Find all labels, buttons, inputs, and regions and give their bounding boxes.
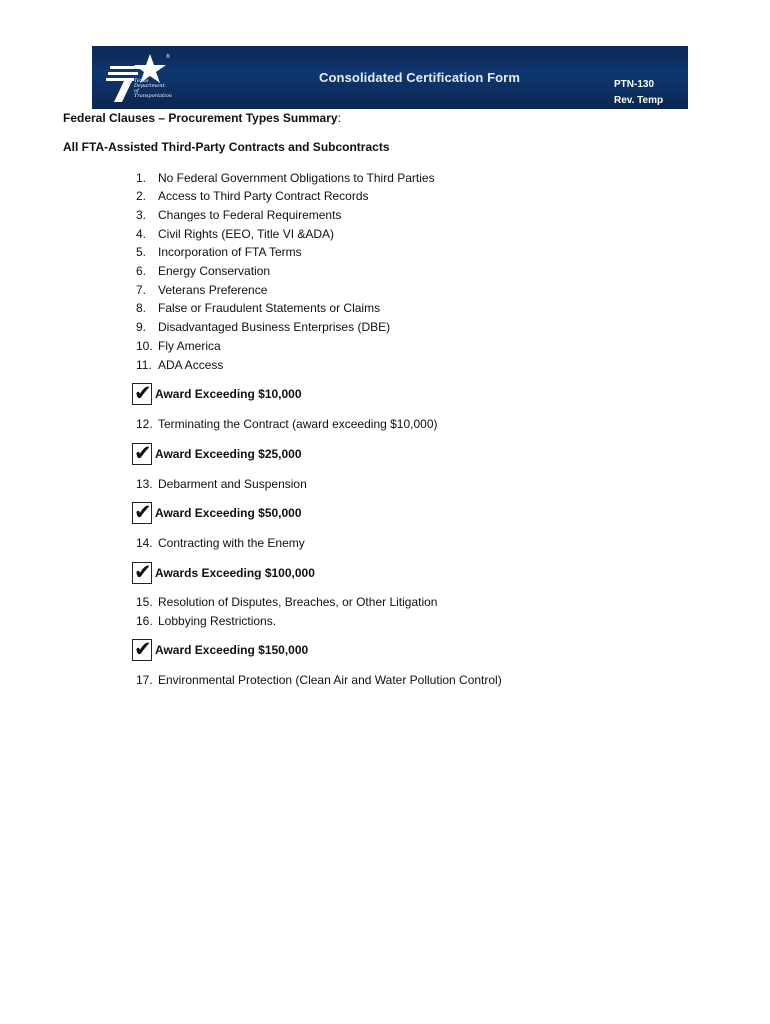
threshold-label: Award Exceeding $25,000 [155,447,302,461]
item-number: 3. [136,208,147,222]
item-number: 10. [136,339,153,353]
item-number: 13. [136,477,153,491]
item-number: 6. [136,264,147,278]
logo-line: of Transportation [134,88,172,99]
item-text: Disadvantaged Business Enterprises (DBE) [158,320,391,334]
form-header-banner [92,46,688,109]
item-text: Environmental Protection (Clean Air and Water Pollution Control) [158,673,502,687]
list-item [136,263,270,279]
list-item [136,357,223,373]
item-text: Resolution of Disputes, Breaches, or Other Litigation [158,595,438,609]
item-number: 1. [136,171,147,185]
item-number: 9. [136,320,147,334]
item-text: ADA Access [158,358,224,372]
list-item [136,170,435,186]
list-item [136,672,502,688]
list-item [136,244,302,260]
item-text: Lobbying Restrictions. [158,614,277,628]
item-text: Contracting with the Enemy [158,536,305,550]
item-text: Changes to Federal Requirements [158,208,342,222]
form-title: Consolidated Certification Form [319,70,521,85]
checkbox[interactable] [132,562,152,584]
list-item [136,416,438,432]
list-item [136,535,305,551]
checkbox[interactable] [132,502,152,524]
item-number: 7. [136,283,147,297]
summary-title-text: Federal Clauses – Procurement Types Summary [63,111,338,125]
item-text: Access to Third Party Contract Records [158,189,369,203]
threshold-label: Award Exceeding $50,000 [155,506,302,520]
form-revision: Rev. Temp [614,95,664,106]
item-number: 11. [136,358,152,372]
item-text: Incorporation of FTA Terms [158,245,302,259]
item-text: Fly America [158,339,221,353]
checkmark-icon: ✔ [134,500,152,524]
summary-title [63,111,341,125]
logo-line: Department [134,83,165,89]
threshold-label: Award Exceeding $10,000 [155,387,302,401]
list-item [136,594,437,610]
item-number: 2. [136,189,147,203]
item-number: 4. [136,227,147,241]
threshold-label: Award Exceeding $150,000 [155,643,309,657]
item-text: Civil Rights (EEO, Title VI &ADA) [158,227,335,241]
list-item [136,300,380,316]
checkmark-icon: ✔ [134,381,152,405]
item-number: 17. [136,673,153,687]
checkbox[interactable] [132,443,152,465]
list-item [136,226,334,242]
list-item [136,207,341,223]
checkbox[interactable] [132,383,152,405]
summary-title-colon: : [337,111,341,125]
item-number: 5. [136,245,147,259]
contracts-subheading: All FTA-Assisted Third-Party Contracts and Subcontracts [63,140,390,154]
item-number: 16. [136,614,153,628]
list-item [136,476,307,492]
item-text: Veterans Preference [158,283,268,297]
item-number: 8. [136,301,147,315]
list-item [136,338,221,354]
list-item [136,188,369,204]
list-item [136,613,276,629]
threshold-label: Awards Exceeding $100,000 [155,566,315,580]
item-number: 14. [136,536,153,550]
item-text: False or Fraudulent Statements or Claims [158,301,381,315]
item-number: 12. [136,417,153,431]
item-text: Terminating the Contract (award exceeding $10,000) [158,417,438,431]
checkmark-icon: ✔ [134,560,152,584]
item-text: Energy Conservation [158,264,271,278]
item-text: No Federal Government Obligations to Third Parties [158,171,435,185]
checkbox[interactable] [132,639,152,661]
list-item [136,282,267,298]
checkmark-icon: ✔ [134,441,152,465]
form-code-block [614,77,663,109]
list-item [136,319,390,335]
item-number: 15. [136,595,153,609]
item-text: Debarment and Suspension [158,477,307,491]
form-code: PTN-130 [614,79,655,90]
logo-wordmark [134,79,174,99]
registered-mark: ® [166,54,170,60]
logo-line: Texas [134,78,149,84]
checkmark-icon: ✔ [134,637,152,661]
